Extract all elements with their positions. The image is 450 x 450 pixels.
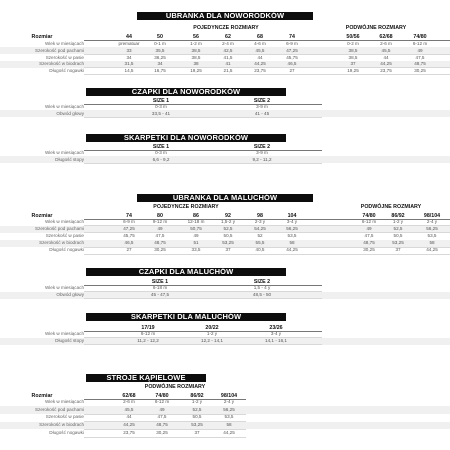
table-cell: 53,25: [222, 240, 234, 246]
table-cell: 52,5: [223, 226, 233, 232]
table-cell: 49: [366, 226, 372, 232]
table-cell: 0-2 m: [347, 41, 359, 46]
column-header: 86/92: [391, 213, 405, 219]
table-cell: 47,25: [123, 226, 135, 232]
row-divider: [84, 74, 450, 75]
column-header: 86/92: [190, 393, 204, 399]
group-header: POJEDYNCZE ROZMIARY: [193, 25, 259, 31]
table-cell: 44,25: [223, 429, 235, 435]
column-header: 62/68: [379, 34, 393, 40]
table-cell: 33: [126, 47, 132, 53]
table-cell: 50,5: [192, 414, 202, 420]
table-cell: 58: [289, 240, 295, 246]
table-cell: 1-2 y: [392, 219, 404, 224]
table-cell: 44,25: [123, 422, 135, 428]
table-cell: 53,25: [191, 422, 203, 428]
row-label: Szerokość w biodrach: [39, 422, 84, 428]
row-label: Szerokość pod pachami: [34, 406, 84, 412]
table-cell: 45,75: [286, 54, 298, 60]
table-cell: 3-9 m: [256, 104, 268, 109]
table-cell: 23,75: [380, 68, 392, 74]
table-cell: 44: [383, 54, 389, 60]
table-cell: 1-2 y: [206, 331, 218, 336]
table-cell: 41,5: [223, 54, 233, 60]
table-cell: prematuar: [118, 41, 140, 46]
size-table-stroje-kapielowe: [0, 374, 450, 444]
rozmiar-header: Rozmiar: [31, 393, 53, 399]
column-header: 74: [289, 34, 295, 40]
table-cell: 9,2 - 11,2: [252, 156, 272, 162]
table-cell: 50,5: [393, 233, 403, 239]
section-title: UBRANKA DLA NOWORODKÓW: [137, 12, 313, 20]
table-cell: 36,25: [154, 54, 166, 60]
column-header: 20/22: [205, 325, 219, 331]
table-cell: 6-12 m: [361, 219, 377, 224]
table-cell: 56,25: [223, 406, 235, 412]
table-cell: 53,5: [427, 233, 437, 239]
column-header: 23/26: [269, 325, 283, 331]
table-cell: 6-18 m: [152, 285, 168, 290]
row-label: Wiek w miesiącach: [44, 219, 84, 224]
table-cell: 38,5: [191, 54, 201, 60]
table-cell: 52: [257, 233, 263, 239]
table-cell: 6-12 m: [140, 331, 156, 336]
table-cell: 19,25: [190, 68, 202, 74]
row-label: Szerokość w biodrach: [39, 61, 84, 67]
table-cell: 2-4 m: [222, 41, 234, 46]
row-label: Obwód głowy: [56, 110, 84, 116]
table-cell: 45 - 47,5: [150, 292, 170, 298]
table-cell: 33,5: [191, 247, 201, 253]
table-cell: 30,25: [154, 247, 166, 253]
table-cell: 38,5: [348, 47, 358, 53]
table-cell: 47,5: [157, 414, 167, 420]
table-cell: 45,75: [123, 233, 135, 239]
row-label: Długość stopy: [55, 156, 84, 162]
table-cell: 46,5: [287, 61, 297, 67]
row-divider: [84, 117, 322, 118]
column-header: 50: [157, 34, 163, 40]
rozmiar-header: Rozmiar: [31, 34, 53, 40]
row-label: Szerokość w pasie: [45, 54, 84, 60]
table-cell: 58: [226, 422, 232, 428]
table-cell: 51: [193, 240, 199, 246]
column-header: SIZE 2: [253, 279, 271, 285]
section-title: CZAPKI DLA MALUCHÓW: [86, 268, 286, 276]
table-cell: 31,5: [124, 61, 134, 67]
table-cell: 50,75: [190, 226, 202, 232]
table-cell: 45,5: [381, 47, 391, 53]
column-header: 104: [287, 213, 297, 219]
table-cell: 48,5 - 50: [252, 292, 272, 298]
table-cell: 23,75: [254, 68, 266, 74]
section-title: SKARPETKI DLA MALUCHÓW: [86, 313, 286, 321]
table-cell: 58: [429, 240, 435, 246]
table-cell: 11,2 - 12,2: [137, 338, 159, 344]
row-label: Szerokość pod pachami: [34, 226, 84, 232]
group-header: PODWÓJNE ROZMIARY: [144, 384, 206, 390]
table-cell: 2-6 m: [380, 41, 392, 46]
table-cell: 38,5: [348, 54, 358, 60]
table-cell: 41: [225, 61, 231, 67]
row-label: Wiek w miesiącach: [44, 285, 84, 290]
header-divider: [84, 150, 322, 151]
table-cell: 4-6 m: [254, 41, 266, 46]
table-cell: 46,5: [124, 240, 134, 246]
row-divider: [84, 254, 450, 255]
table-cell: 3-4 y: [286, 219, 298, 224]
table-cell: 0-1 m: [154, 41, 166, 46]
table-cell: 52,5: [192, 406, 202, 412]
table-cell: 6,6 - 9,2: [152, 156, 170, 162]
table-cell: 35,5: [155, 47, 165, 53]
size-table-ubranka-maluchow: [0, 194, 450, 264]
table-cell: 1-2 y: [191, 399, 203, 404]
table-cell: 37: [350, 61, 356, 67]
table-cell: 1-2 m: [190, 41, 202, 46]
table-cell: 47,25: [286, 47, 298, 53]
column-header: 56: [193, 34, 199, 40]
table-cell: 3-4 y: [270, 331, 282, 336]
table-cell: 47,5: [364, 233, 374, 239]
column-header: 62: [225, 34, 231, 40]
table-cell: 27: [126, 247, 132, 253]
table-cell: 30,25: [363, 247, 375, 253]
table-cell: 0-3 m: [155, 150, 167, 155]
table-cell: 54,25: [254, 226, 266, 232]
column-header: 17/19: [141, 325, 155, 331]
table-cell: 30,25: [414, 68, 426, 74]
row-label: Wiek w miesiącach: [44, 104, 84, 109]
table-cell: 41 - 45: [254, 110, 270, 116]
row-label: Szerokość w pasie: [45, 414, 84, 420]
table-cell: 1,5-2 y: [220, 219, 236, 224]
table-cell: 53,25: [392, 240, 404, 246]
table-cell: 23,75: [123, 429, 135, 435]
table-cell: 21,5: [223, 68, 233, 74]
header-divider: [84, 285, 322, 286]
row-label: Szerokość pod pachami: [34, 47, 84, 53]
table-cell: 2-6 m: [123, 399, 135, 404]
table-cell: 2-3 y: [254, 219, 266, 224]
table-cell: 12-18 m: [187, 219, 205, 224]
column-header: 98: [257, 213, 263, 219]
column-header: 92: [225, 213, 231, 219]
header-divider: [84, 331, 322, 332]
table-cell: 1,5 - 4 y: [253, 285, 271, 290]
table-cell: 49: [193, 233, 199, 239]
table-cell: 47,5: [155, 233, 165, 239]
row-label: Długość stopy: [55, 338, 84, 344]
table-cell: 49: [159, 406, 165, 412]
table-cell: 48,75: [414, 61, 426, 67]
table-cell: 33,5 - 41: [151, 110, 171, 116]
row-divider: [84, 344, 322, 345]
table-cell: 16,75: [154, 68, 166, 74]
row-label: Obwód głowy: [56, 292, 84, 298]
row-label: Wiek w miesiącach: [44, 331, 84, 336]
column-header: SIZE 2: [253, 144, 271, 150]
column-header: SIZE 1: [152, 98, 170, 104]
table-cell: 52,5: [393, 226, 403, 232]
column-header: 80: [157, 213, 163, 219]
table-cell: 49: [417, 47, 423, 53]
row-divider: [84, 298, 322, 299]
row-label: Wiek w miesiącach: [44, 399, 84, 404]
row-label: Długość nogawki: [49, 68, 84, 74]
row-label: Wiek w miesiącach: [44, 150, 84, 155]
table-cell: 3-9 m: [256, 150, 268, 155]
column-header: 74/80: [413, 34, 427, 40]
column-header: 62/68: [122, 393, 136, 399]
table-cell: 34: [157, 61, 163, 67]
table-cell: 38,5: [191, 47, 201, 53]
column-header: 50/56: [346, 34, 360, 40]
table-cell: 37: [194, 429, 200, 435]
column-header: SIZE 2: [253, 98, 271, 104]
table-cell: 56,25: [426, 226, 438, 232]
table-cell: 30,25: [156, 429, 168, 435]
table-cell: 47,5: [415, 54, 425, 60]
section-title: UBRANKA DLA MALUCHÓW: [137, 194, 313, 202]
table-cell: 37: [225, 247, 231, 253]
column-header: 68: [257, 34, 263, 40]
table-cell: 2-4 y: [223, 399, 235, 404]
group-header: POJEDYNCZE ROZMIARY: [153, 204, 219, 210]
section-title: CZAPKI DLA NOWORODKÓW: [86, 88, 286, 96]
table-cell: 48,75: [363, 240, 375, 246]
table-cell: 44: [257, 54, 263, 60]
table-cell: 45,5: [124, 406, 134, 412]
section-title: SKARPETKI DLA NOWORODKÓW: [86, 134, 286, 142]
table-cell: 44: [126, 414, 132, 420]
table-cell: 6-9 m: [123, 219, 135, 224]
table-cell: 2-4 y: [426, 219, 438, 224]
section-title: STROJE KĄPIELOWE: [86, 374, 206, 382]
row-label: Wiek w miesiącach: [44, 41, 84, 46]
table-cell: 19,25: [347, 68, 359, 74]
table-cell: 14,1 - 16,1: [265, 338, 287, 344]
rozmiar-header: Rozmiar: [31, 213, 53, 219]
table-cell: 34: [126, 54, 132, 60]
group-header: PODWÓJNE ROZMIARY: [345, 25, 407, 31]
table-cell: 50,5: [223, 233, 233, 239]
table-cell: 48,75: [154, 240, 166, 246]
column-header: 74: [126, 213, 132, 219]
column-header: SIZE 1: [151, 279, 169, 285]
row-label: Długość nogawki: [49, 247, 84, 253]
row-label: Długość nogawki: [49, 429, 84, 435]
table-cell: 49: [157, 226, 163, 232]
table-cell: 44,25: [286, 247, 298, 253]
size-table-skarpetki-maluchow: [0, 313, 450, 383]
table-cell: 6-9 m: [286, 41, 298, 46]
column-header: 74/80: [362, 213, 376, 219]
row-label: Szerokość w biodrach: [39, 240, 84, 246]
table-cell: 48,75: [156, 422, 168, 428]
column-header: SIZE 1: [152, 144, 170, 150]
size-table-ubranka-noworodkow: [0, 12, 450, 82]
table-cell: 42,5: [223, 47, 233, 53]
table-cell: 40,5: [255, 247, 265, 253]
table-cell: 9-12 m: [152, 219, 168, 224]
column-header: 44: [126, 34, 132, 40]
column-header: 98/104: [220, 393, 238, 399]
table-cell: 45,5: [255, 47, 265, 53]
column-header: 98/104: [423, 213, 441, 219]
header-divider: [84, 104, 322, 105]
row-divider: [84, 67, 450, 68]
group-header: PODWÓJNE ROZMIARY: [360, 204, 422, 210]
table-cell: 12,2 - 14,1: [201, 338, 223, 344]
row-divider: [84, 163, 322, 164]
row-label: Szerokość w pasie: [45, 233, 84, 239]
column-header: 74/80: [155, 393, 169, 399]
table-cell: 14,5: [124, 68, 134, 74]
table-cell: 37: [395, 247, 401, 253]
table-cell: 0-3 m: [155, 104, 167, 109]
row-divider: [84, 54, 450, 55]
table-cell: 6-12 m: [412, 41, 428, 46]
table-cell: 27: [289, 68, 295, 74]
table-cell: 6-12 m: [154, 399, 170, 404]
row-divider: [84, 437, 246, 438]
table-cell: 55,5: [255, 240, 265, 246]
table-cell: 53,5: [287, 233, 297, 239]
table-cell: 38: [193, 61, 199, 67]
table-cell: 53,5: [224, 414, 234, 420]
table-cell: 44,25: [380, 61, 392, 67]
column-header: 86: [193, 213, 199, 219]
table-cell: 44,25: [426, 247, 438, 253]
table-cell: 56,25: [286, 226, 298, 232]
table-cell: 44,25: [254, 61, 266, 67]
